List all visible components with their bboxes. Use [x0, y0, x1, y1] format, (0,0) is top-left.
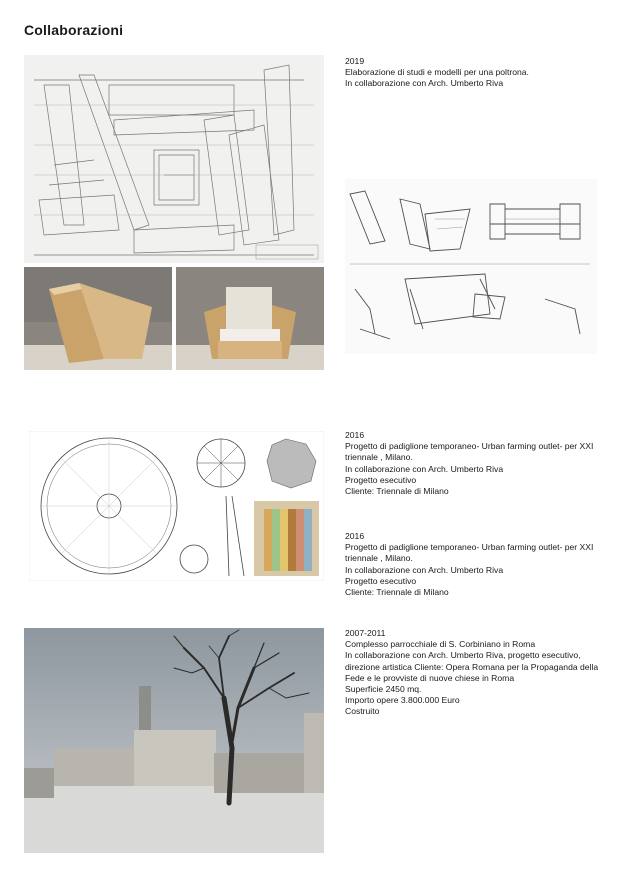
armchair-model-photo-front [176, 267, 324, 370]
project-description-line: In collaborazione con Arch. Umberto Riva [345, 463, 504, 474]
project-description-line: Progetto di padiglione temporaneo- Urban farming outlet- per XXI triennale , Milano. [345, 542, 594, 564]
armchair-sketches [345, 179, 597, 354]
pavilion-plan-drawing [29, 431, 324, 581]
page-title: Collaborazioni [24, 22, 124, 38]
project-description-line: Importo opere 3.800.000 Euro [345, 695, 460, 706]
project-description-line: Superficie 2450 mq. [345, 684, 422, 695]
project-2016-b [345, 531, 605, 598]
project-description-line: In collaborazione con Arch. Umberto Riva, progetto esecutivo, direzione artistica Cliente: Opera Romana per la Propaganda della Fede e le provviste di nuove chiese in Roma [345, 650, 599, 683]
project-2007-2011 [345, 628, 605, 718]
project-description-line: Cliente: Triennale di Milano [345, 587, 449, 598]
project-description-line: Progetto di padiglione temporaneo- Urban farming outlet- per XXI triennale , Milano. [345, 441, 594, 463]
armchair-technical-drawing [24, 55, 324, 263]
project-year: 2016 [345, 430, 365, 440]
project-description-line: Costruito [345, 706, 380, 717]
project-year: 2016 [345, 531, 365, 541]
project-description-line: Elaborazione di studi e modelli per una poltrona. [345, 67, 529, 78]
project-description-line: Progetto esecutivo [345, 474, 417, 485]
project-2019 [345, 56, 605, 90]
project-year: 2019 [345, 56, 365, 66]
project-2016-a [345, 430, 605, 497]
project-description-line: Complesso parrocchiale di S. Corbiniano in Roma [345, 639, 536, 650]
church-complex-photo [24, 628, 324, 853]
project-description-line: In collaborazione con Arch. Umberto Riva [345, 78, 504, 89]
project-description-line: Cliente: Triennale di Milano [345, 486, 449, 497]
armchair-model-photo-side [24, 267, 172, 370]
project-year: 2007-2011 [345, 628, 386, 638]
project-description-line: In collaborazione con Arch. Umberto Riva [345, 564, 504, 575]
project-description-line: Progetto esecutivo [345, 575, 417, 586]
